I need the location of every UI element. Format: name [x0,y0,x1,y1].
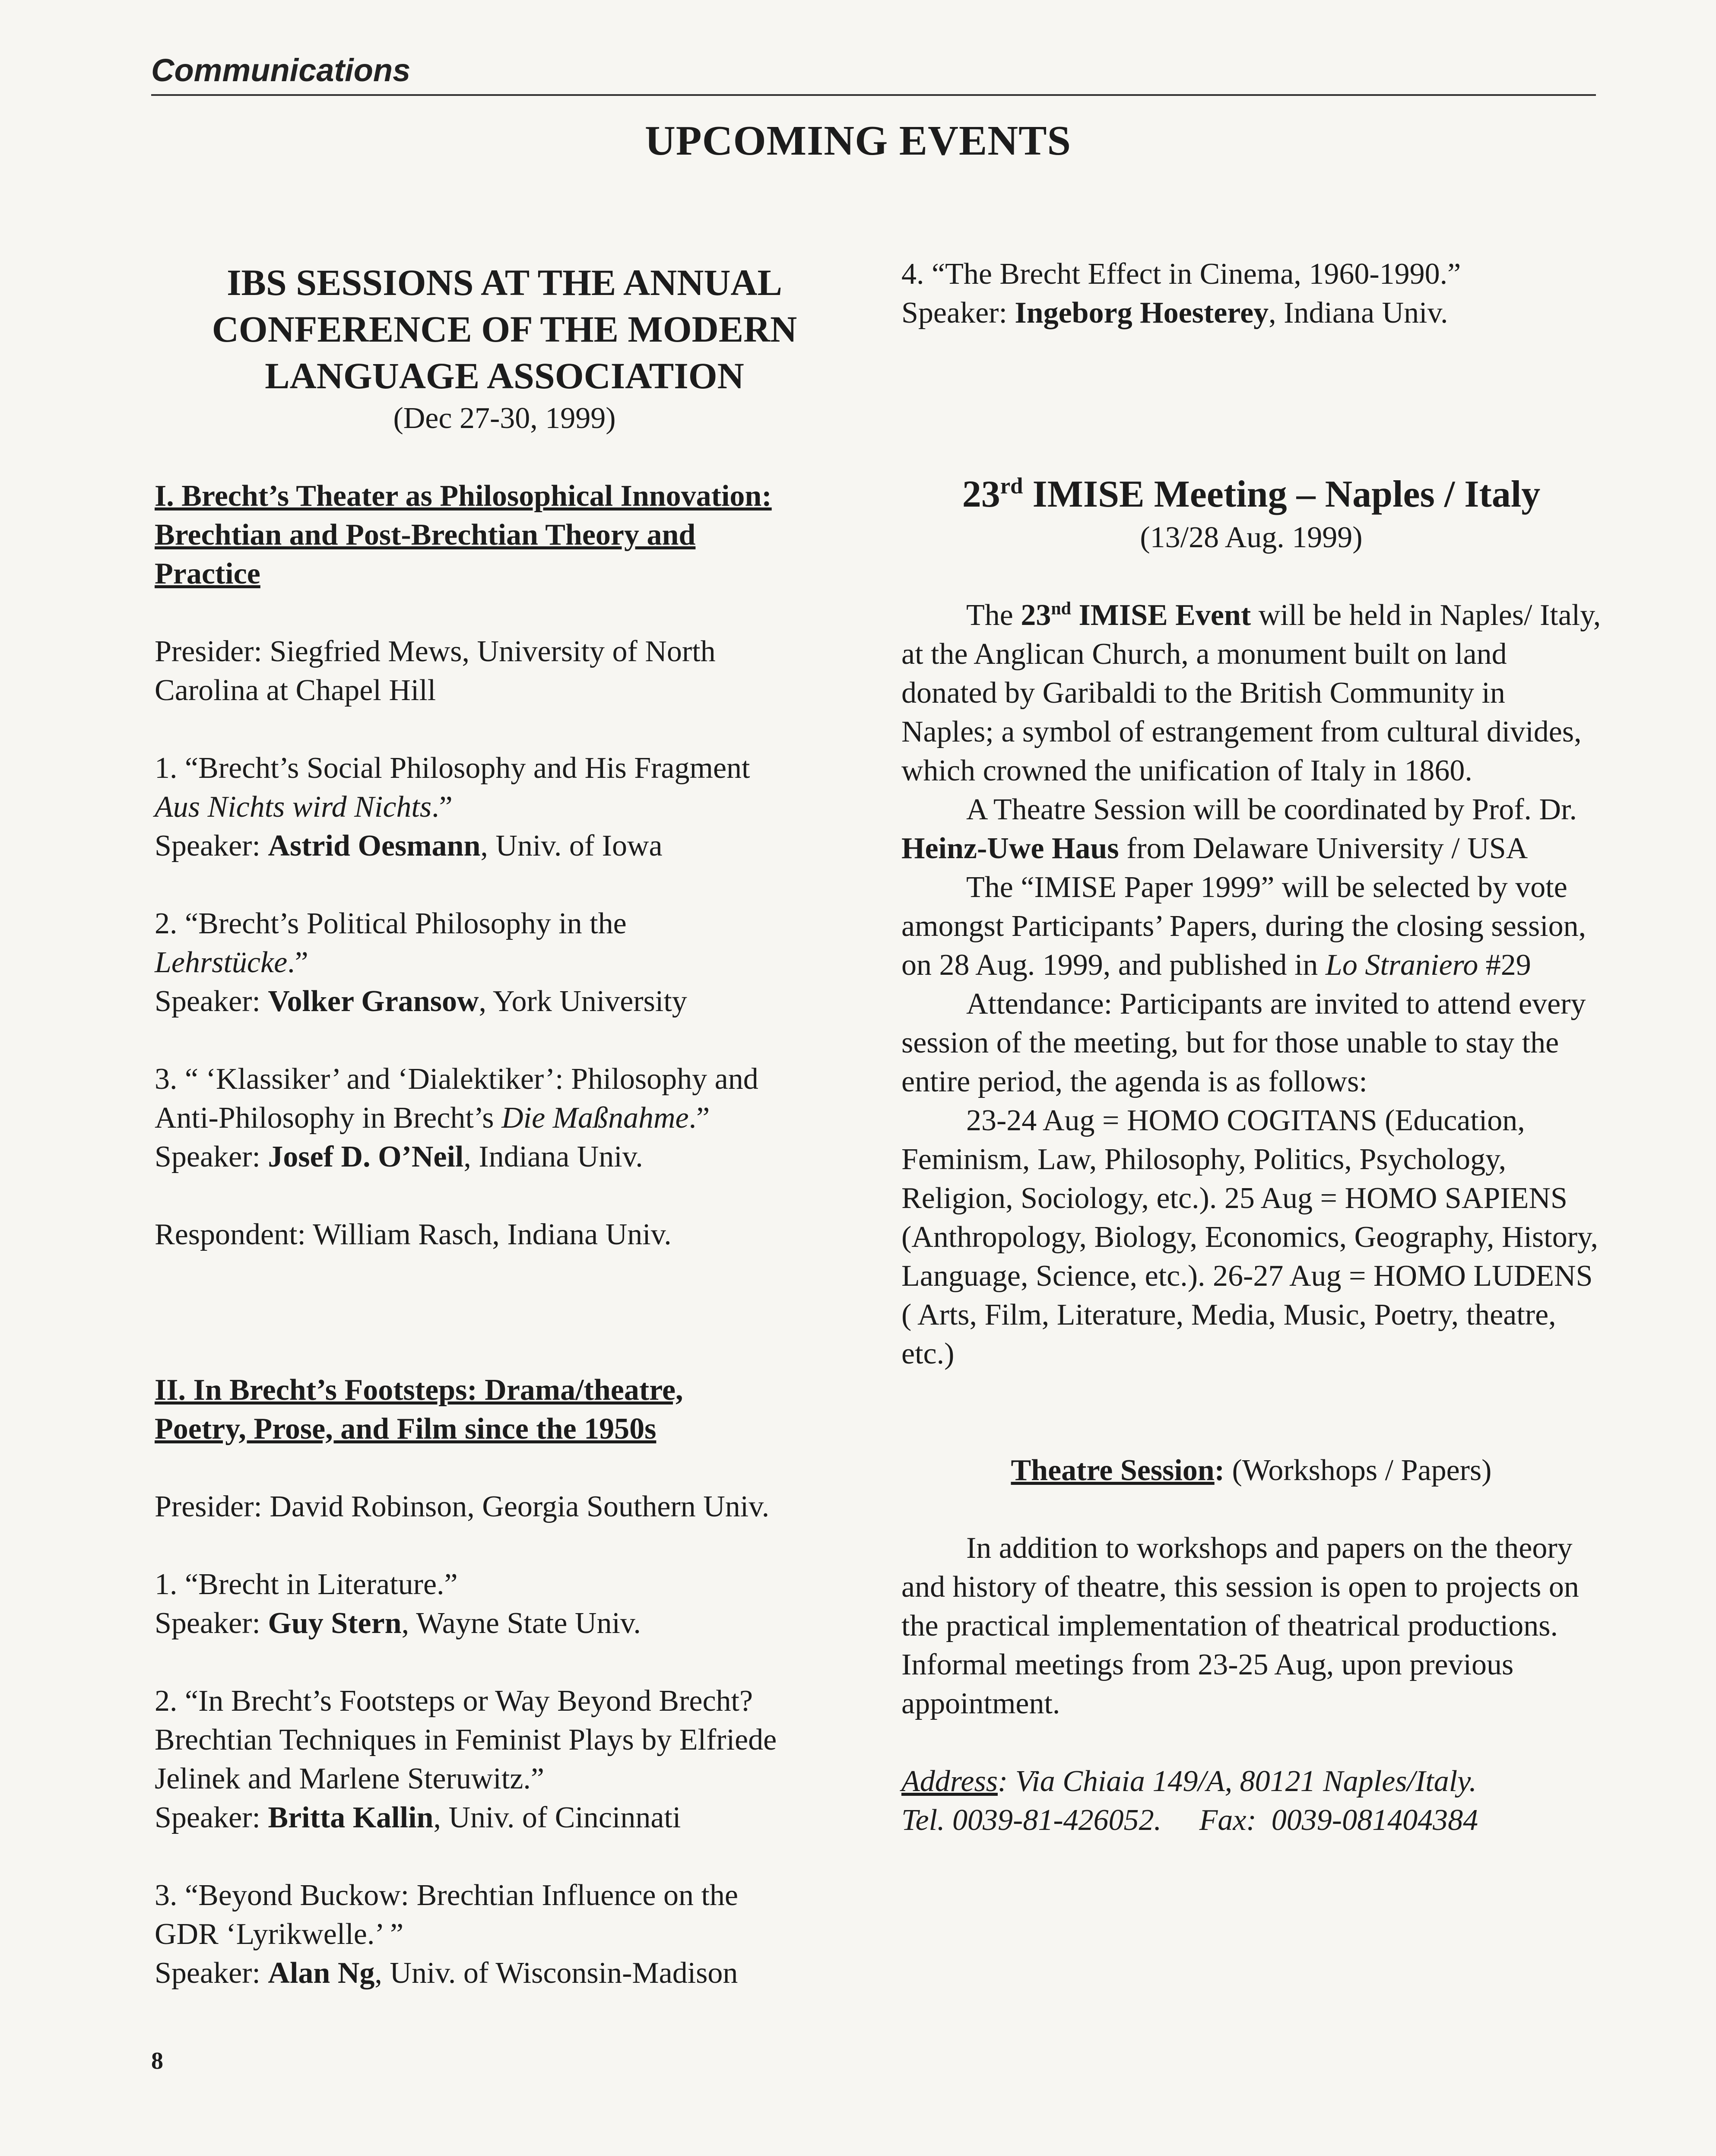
imise-paragraph: A Theatre Session will be coordinated by Prof. Dr. Heinz-Uwe Haus from Delaware University / USA [901,793,1577,865]
work-title: Die Maßnahme [501,1101,689,1135]
speaker-name: Ingeborg Hoesterey [1015,296,1269,330]
paper-entry [155,1060,854,1176]
page-title: UPCOMING EVENTS [645,117,1071,164]
speaker-name: Britta Kallin [268,1801,434,1834]
paper-title-cont: Brechtian Techniques in Feminist Plays by Elfriede [155,1723,777,1757]
paper-title: 2. “In Brecht’s Footsteps or Way Beyond Brecht? [155,1684,753,1718]
paper-title: 1. “Brecht’s Social Philosophy and His Fragment [155,751,750,785]
session-2 [155,1371,854,1993]
imise-heading [901,471,1601,557]
paper-title: 3. “ ‘Klassiker’ and ‘Dialektiker’: Philosophy and [155,1062,758,1096]
speaker-name: Astrid Oesmann [268,829,481,862]
presider-line: Presider: David Robinson, Georgia Southern Univ. [155,1490,770,1523]
speaker-line: Speaker: Astrid Oesmann, Univ. of Iowa [155,829,663,862]
paper-entry [901,255,1601,333]
session-heading-line: Practice [155,557,260,590]
speaker-line: Speaker: Josef D. O’Neil, Indiana Univ. [155,1140,643,1173]
right-column [901,255,1601,1840]
imise-paragraph: Attendance: Participants are invited to attend every session of the meeting, but for those unable to stay the entire period, the agenda is as follows: [901,987,1586,1098]
paper-title: 4. “The Brecht Effect in Cinema, 1960-1990.” [901,257,1461,291]
presider-line: Presider: Siegfried Mews, University of North [155,635,716,668]
running-head: Communications [151,52,411,88]
session-1 [155,477,854,1254]
session-heading-line: Brechtian and Post-Brechtian Theory and [155,518,696,552]
imise-agenda: 23-24 Aug = HOMO COGITANS (Education, Feminism, Law, Philosophy, Politics, Psychology, Religion, Sociology, etc.). 25 Aug = HOMO SAPIENS (Anthropology, Biology, Economics, Geography, History, Language, Science, etc.). 26-27 Aug = HOMO LUDENS ( Arts, Film, Literature, Media, Music, Poetry, theatre, etc.) [901,1104,1599,1370]
header-rule [151,94,1596,96]
paper-title-cont: Aus Nichts wird Nichts.” [155,790,453,824]
paper-title: 1. “Brecht in Literature.” [155,1568,458,1601]
work-title: Aus Nichts wird Nichts [155,790,432,824]
speaker-line: Speaker: Britta Kallin, Univ. of Cincinnati [155,1801,681,1834]
paper-entry [155,1682,854,1837]
paper-title-cont: GDR ‘Lyrikwelle.’ ” [155,1918,404,1951]
page-number: 8 [151,2048,163,2074]
speaker-name: Alan Ng [268,1956,375,1990]
paper-entry [155,904,854,1021]
imise-paragraph: The “IMISE Paper 1999” will be selected by vote amongst Participants’ Papers, during the closing session, on 28 Aug. 1999, and published in Lo Straniero #29 [901,871,1586,982]
speaker-name: Josef D. O’Neil [268,1140,464,1173]
speaker-line: Speaker: Volker Gransow, York University [155,985,687,1018]
speaker-name: Volker Gransow [268,985,479,1018]
speaker-name: Guy Stern [268,1607,402,1640]
conference-heading [155,259,854,438]
presider-line: Carolina at Chapel Hill [155,674,436,707]
paper-title: 2. “Brecht’s Political Philosophy in the [155,907,627,940]
imise-dates: (13/28 Aug. 1999) [1140,521,1363,554]
address-line: Address: Via Chiaia 149/A, 80121 Naples/Italy. [901,1765,1477,1798]
coordinator-name: Heinz-Uwe Haus [901,832,1119,865]
left-column [155,259,854,1993]
work-title: Lehrstücke [155,946,288,979]
theatre-session-heading: Theatre Session: (Workshops / Papers) [1011,1454,1492,1487]
session-heading-line: I. Brecht’s Theater as Philosophical Innovation: [155,479,772,513]
journal-title: Lo Straniero [1325,948,1478,982]
speaker-line: Speaker: Alan Ng, Univ. of Wisconsin-Madison [155,1956,738,1990]
imise-paragraph: The 23nd IMISE Event will be held in Naples/ Italy, at the Anglican Church, a monument built on land donated by Garibaldi to the British Community in Naples; a symbol of estrangement from cultural divides, which crowned the unification of Italy in 1860. [901,599,1601,787]
session-heading-line: II. In Brecht’s Footsteps: Drama/theatre, [155,1373,683,1407]
paper-title-cont: Jelinek and Marlene Steruwitz.” [155,1762,544,1795]
address-block [901,1762,1601,1840]
conference-dates: (Dec 27-30, 1999) [393,402,616,435]
theatre-session-paragraph: In addition to workshops and papers on the theory and history of theatre, this session is open to projects on the practical implementation of theatrical productions. Informal meetings from 23-25 Aug, upon previous appointment. [901,1531,1579,1720]
respondent-line: Respondent: William Rasch, Indiana Univ. [155,1218,672,1251]
paper-title-cont: Anti-Philosophy in Brecht’s Die Maßnahme.” [155,1101,710,1135]
paper-entry [155,1565,854,1643]
session-heading-line: Poetry, Prose, and Film since the 1950s [155,1412,657,1446]
paper-entry [155,1876,854,1993]
paper-entry [155,749,854,866]
paper-title-cont: Lehrstücke.” [155,946,308,979]
contact-line: Tel. 0039-81-426052. Fax: 0039-081404384 [901,1804,1478,1837]
conference-title-line: CONFERENCE OF THE MODERN [212,308,797,350]
speaker-line: Speaker: Guy Stern, Wayne State Univ. [155,1607,641,1640]
conference-title-line: IBS SESSIONS AT THE ANNUAL [227,262,782,303]
speaker-line: Speaker: Ingeborg Hoesterey, Indiana Univ. [901,296,1448,330]
imise-title: 23rd IMISE Meeting – Naples / Italy [962,473,1541,515]
conference-title-line: LANGUAGE ASSOCIATION [265,355,744,396]
paper-title: 3. “Beyond Buckow: Brechtian Influence on the [155,1879,738,1912]
